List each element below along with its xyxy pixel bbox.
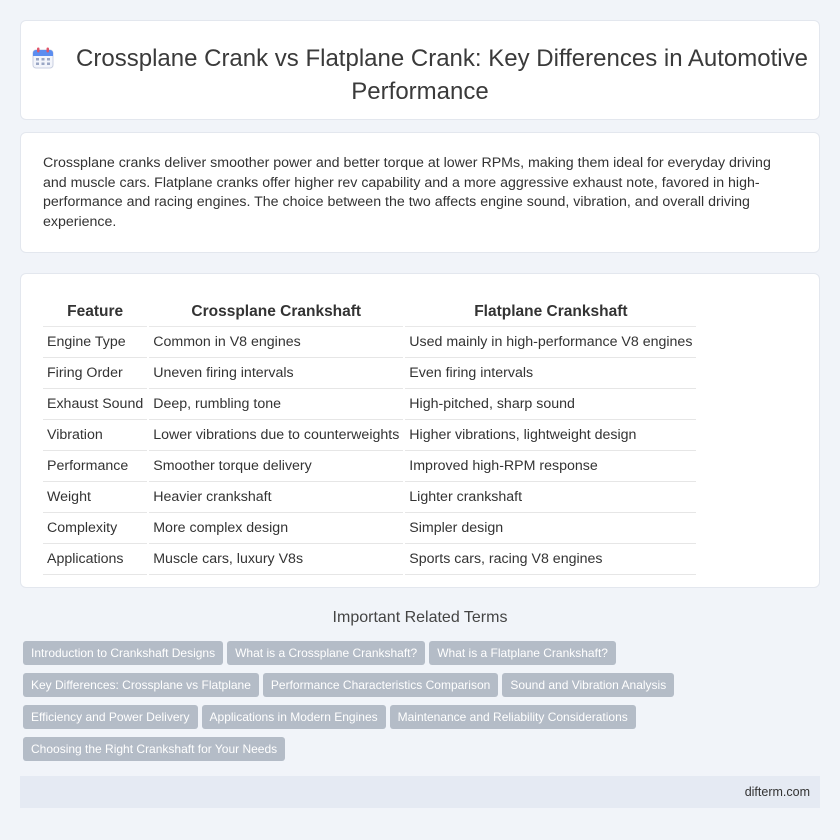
header-card [20, 20, 820, 120]
table-row [43, 358, 696, 389]
calendar-icon [32, 47, 54, 77]
cell-feature: Engine Type [43, 327, 147, 358]
related-term-tag[interactable]: What is a Crossplane Crankshaft? [227, 641, 425, 665]
cell-flatplane: Higher vibrations, lightweight design [405, 420, 696, 451]
footer-site-link[interactable]: difterm.com [744, 785, 810, 799]
header-flatplane: Flatplane Crankshaft [405, 294, 696, 327]
table-row [43, 327, 696, 358]
cell-crossplane: Heavier crankshaft [149, 482, 403, 513]
related-term-tag[interactable]: Maintenance and Reliability Considerations [390, 705, 636, 729]
cell-crossplane: Smoother torque delivery [149, 451, 403, 482]
cell-crossplane: Lower vibrations due to counterweights [149, 420, 403, 451]
intro-paragraph: Crossplane cranks deliver smoother power and better torque at lower RPMs, making them ideal for everyday driving and muscle cars. Flatplane cranks offer higher rev capability and a more aggressive exhaust note, favored in high-performance and racing engines. The choice between the two affects engine sound, vibration, and overall driving experience. [43, 155, 771, 230]
table-row [43, 482, 696, 513]
footer [20, 776, 820, 808]
cell-feature: Performance [43, 451, 147, 482]
related-terms-title: Important Related Terms [332, 609, 508, 626]
cell-feature: Applications [43, 544, 147, 575]
cell-feature: Vibration [43, 420, 147, 451]
cell-feature: Weight [43, 482, 147, 513]
cell-flatplane: High-pitched, sharp sound [405, 389, 696, 420]
cell-crossplane: Uneven firing intervals [149, 358, 403, 389]
page-title-wrap [21, 44, 819, 107]
comparison-table [41, 294, 698, 575]
header-crossplane: Crossplane Crankshaft [149, 294, 403, 327]
table-row [43, 451, 696, 482]
cell-flatplane: Sports cars, racing V8 engines [405, 544, 696, 575]
related-term-tag[interactable]: Choosing the Right Crankshaft for Your Needs [23, 737, 285, 761]
related-term-tag[interactable]: Sound and Vibration Analysis [502, 673, 674, 697]
header-feature: Feature [43, 294, 147, 327]
related-term-tag[interactable]: Performance Characteristics Comparison [263, 673, 498, 697]
cell-flatplane: Even firing intervals [405, 358, 696, 389]
table-row [43, 544, 696, 575]
related-term-tag[interactable]: Key Differences: Crossplane vs Flatplane [23, 673, 259, 697]
related-terms-list [23, 641, 823, 769]
cell-flatplane: Improved high-RPM response [405, 451, 696, 482]
cell-flatplane: Simpler design [405, 513, 696, 544]
table-row [43, 513, 696, 544]
comparison-card [20, 273, 820, 588]
table-header-row [43, 294, 696, 327]
intro-card [20, 132, 820, 253]
cell-feature: Exhaust Sound [43, 389, 147, 420]
cell-feature: Complexity [43, 513, 147, 544]
cell-flatplane: Used mainly in high-performance V8 engines [405, 327, 696, 358]
table-row [43, 389, 696, 420]
related-term-tag[interactable]: Efficiency and Power Delivery [23, 705, 198, 729]
related-term-tag[interactable]: Applications in Modern Engines [202, 705, 386, 729]
related-term-tag[interactable]: What is a Flatplane Crankshaft? [429, 641, 616, 665]
cell-feature: Firing Order [43, 358, 147, 389]
cell-flatplane: Lighter crankshaft [405, 482, 696, 513]
cell-crossplane: More complex design [149, 513, 403, 544]
page-title: Crossplane Crank vs Flatplane Crank: Key Differences in Automotive Performance [76, 45, 808, 105]
table-row [43, 420, 696, 451]
cell-crossplane: Deep, rumbling tone [149, 389, 403, 420]
related-term-tag[interactable]: Introduction to Crankshaft Designs [23, 641, 223, 665]
cell-crossplane: Common in V8 engines [149, 327, 403, 358]
cell-crossplane: Muscle cars, luxury V8s [149, 544, 403, 575]
